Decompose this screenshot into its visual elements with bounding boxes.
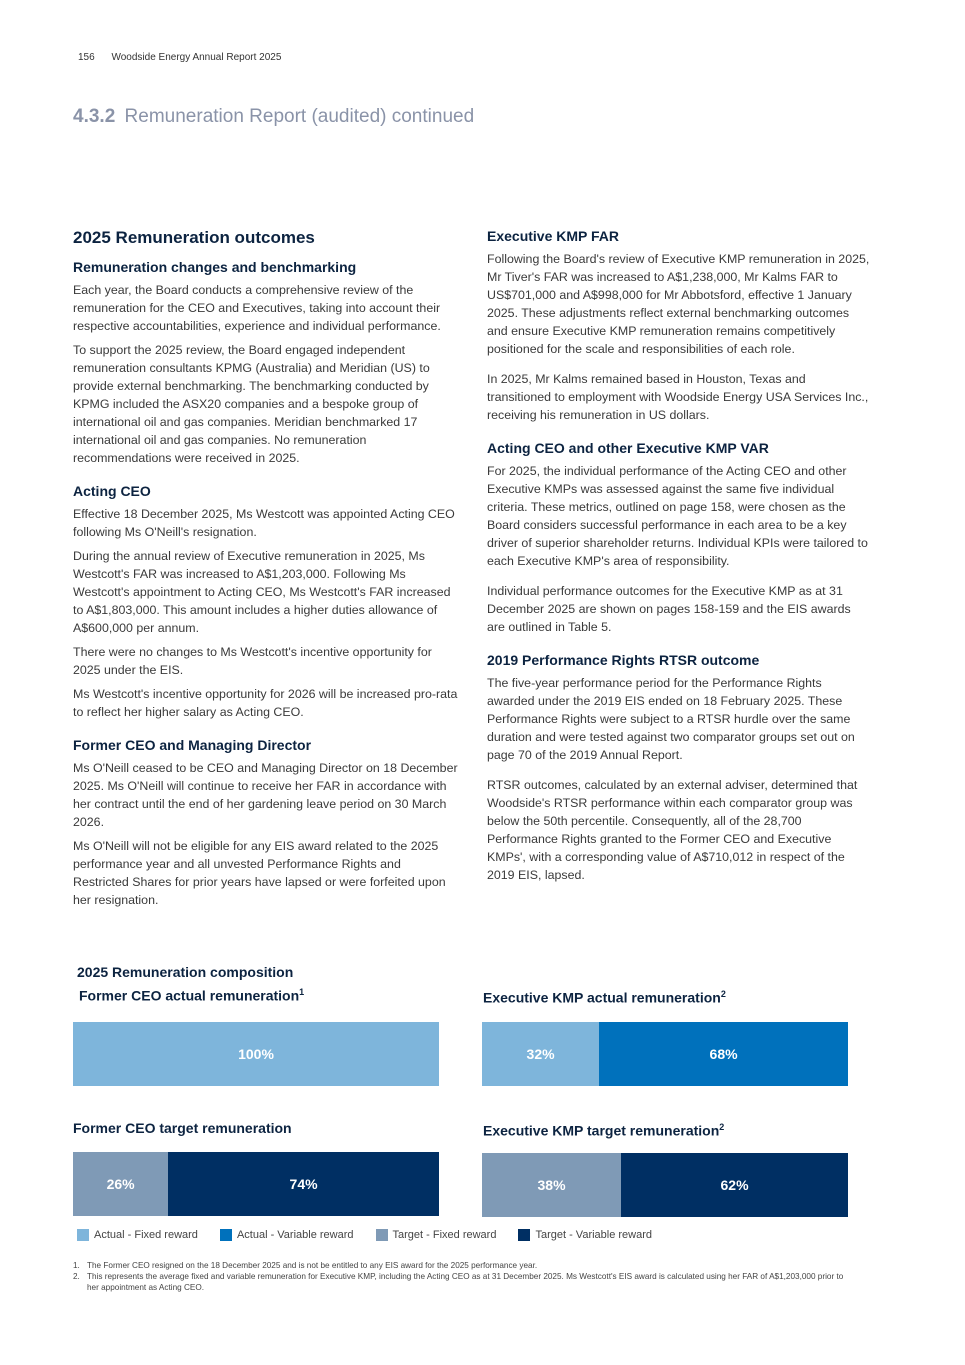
bar-segment-label: 62% xyxy=(720,1177,749,1193)
legend-label: Actual - Variable reward xyxy=(236,1229,354,1241)
footnote-text: The Former CEO resigned on the 18 December 2025 and is not be entitled to any EIS award for the 2025 performance year. xyxy=(87,1261,538,1270)
footnote-text: This represents the average fixed and variable remuneration for Executive KMP, including the Acting CEO as at 31 December 2025. Ms Westcott's EIS award is calculated using her FAR of A$1,203,000 prior to her appointment as Acting CEO. xyxy=(87,1272,844,1292)
rtsr-heading: 2019 Performance Rights RTSR outcome xyxy=(487,652,760,668)
acting-ceo-p3: There were no changes to Ms Westcott's incentive opportunity for 2025 under the EIS. xyxy=(73,645,432,677)
chart-title-text: Former CEO actual remuneration xyxy=(79,987,300,1004)
legend-swatch xyxy=(376,1229,388,1241)
bar-kmp-target xyxy=(482,1153,848,1217)
legend-swatch xyxy=(220,1229,232,1241)
former-ceo-p1: Ms O'Neill ceased to be CEO and Managing Director on 18 December 2025. Ms O'Neill will continue to receive her FAR in accordance with her contract until the end of her gardening leave period on 30 March 2026. xyxy=(73,761,458,829)
bar-segment-label: 100% xyxy=(238,1046,274,1062)
legend-swatch xyxy=(518,1229,530,1241)
legend-item xyxy=(77,1229,198,1241)
report-name: Woodside Energy Annual Report 2025 xyxy=(111,52,282,63)
acting-ceo-p2: During the annual review of Executive remuneration in 2025, Ms Westcott's FAR was increased to A$1,203,000. Following Ms Westcott's appointment to Acting CEO, Ms Westcott's FAR increased to A$1,803,000. This amount includes a higher duties allowance of A$600,000 per annum. xyxy=(73,549,451,635)
legend-item xyxy=(220,1229,354,1241)
kmp-far-p2: In 2025, Mr Kalms remained based in Houston, Texas and transitioned to employment with Woodside Energy USA Services Inc., receiving his remuneration in US dollars. xyxy=(487,372,869,422)
chart-title-former-ceo-target xyxy=(73,1120,292,1136)
former-ceo-heading: Former CEO and Managing Director xyxy=(73,737,312,753)
chart-title-kmp-target xyxy=(483,1122,724,1139)
page-header xyxy=(78,52,281,63)
chart-title-footnote: 2 xyxy=(720,989,726,999)
acting-ceo-p4: Ms Westcott's incentive opportunity for 2026 will be increased pro-rata to reflect her higher salary as Acting CEO. xyxy=(73,687,458,719)
rtsr-p1: The five-year performance period for the Performance Rights awarded under the 2019 EIS ended on 18 February 2025. These Performance Rights were subject to a RTSR hurdle over the same duration and were tested against two comparator groups set out on page 70 of the 2019 Annual Report. xyxy=(487,676,855,762)
left-column xyxy=(73,228,458,915)
bar-segment xyxy=(482,1022,599,1086)
footnote-2 xyxy=(73,1271,853,1293)
composition-title: 2025 Remuneration composition xyxy=(77,964,294,980)
legend-item xyxy=(518,1229,652,1241)
legend-item xyxy=(376,1229,497,1241)
chart-title-former-ceo-actual xyxy=(79,987,304,1004)
former-ceo-p2: Ms O'Neill will not be eligible for any EIS award related to the 2025 performance year and all unvested Performance Rights and Restricted Shares for prior years have lapsed or were forfeited upon her resignation. xyxy=(73,839,446,907)
rtsr-p2: RTSR outcomes, calculated by an external adviser, determined that Woodside's RTSR performance within each comparator group was below the 50th percentile. Consequently, all of the 28,700 Performance Rights granted to the Former CEO and Executive KMPs', with a corresponding value of A$710,012 in respect of the 2019 EIS, lapsed. xyxy=(487,778,858,882)
bar-former-ceo-actual xyxy=(73,1022,439,1086)
footnote-number: 2. xyxy=(73,1272,80,1281)
bar-segment-label: 32% xyxy=(526,1046,555,1062)
footnote-number: 1. xyxy=(73,1261,80,1270)
chart-legend xyxy=(77,1229,674,1241)
main-heading: 2025 Remuneration outcomes xyxy=(73,228,315,247)
section-title xyxy=(73,106,474,128)
bar-segment-label: 74% xyxy=(289,1176,318,1192)
kmp-var-p2: Individual performance outcomes for the Executive KMP as at 31 December 2025 are shown on pages 158-159 and the EIS awards are outlined in Table 5. xyxy=(487,584,851,634)
chart-title-text: Executive KMP target remuneration xyxy=(483,1122,720,1139)
acting-ceo-heading: Acting CEO xyxy=(73,483,151,499)
legend-swatch xyxy=(77,1229,89,1241)
footnote-1 xyxy=(73,1260,853,1271)
benchmarking-heading: Remuneration changes and benchmarking xyxy=(73,259,357,275)
bar-segment xyxy=(482,1153,621,1217)
legend-label: Target - Fixed reward xyxy=(392,1229,497,1241)
kmp-var-p1: For 2025, the individual performance of the Acting CEO and other Executive KMPs was assessed against the same five individual criteria. These metrics, outlined on page 158, were chosen as the Board considers successful performance in each area to be a key driver of superior shareholder returns. Individual KPIs were tailored to each Executive KMP's area of responsibility. xyxy=(487,464,868,568)
chart-title-kmp-actual xyxy=(483,989,726,1006)
acting-ceo-p1: Effective 18 December 2025, Ms Westcott was appointed Acting CEO following Ms O'Neill's resignation. xyxy=(73,507,455,539)
bar-segment-label: 68% xyxy=(709,1046,738,1062)
section-title-text: Remuneration Report (audited) continued xyxy=(124,106,475,127)
bar-segment xyxy=(73,1152,168,1216)
chart-title-text: Former CEO target remuneration xyxy=(73,1120,292,1136)
kmp-far-p1: Following the Board's review of Executive KMP remuneration in 2025, Mr Tiver's FAR was increased to A$1,238,000, Mr Kalms FAR to US$701,000 and A$998,000 for Mr Abbotsford, effective 1 January 2025. These adjustments reflect external benchmarking outcomes and ensure Executive KMP remuneration remains competitively positioned for the scale and responsibilities of each role. xyxy=(487,252,870,356)
page-number: 156 xyxy=(78,52,95,63)
section-number: 4.3.2 xyxy=(73,106,116,127)
chart-title-footnote: 2 xyxy=(719,1122,725,1132)
chart-title-text: Executive KMP actual remuneration xyxy=(483,989,721,1006)
bar-segment xyxy=(599,1022,848,1086)
bar-segment xyxy=(73,1022,439,1086)
footnotes xyxy=(73,1260,853,1293)
right-column xyxy=(487,228,872,890)
legend-label: Target - Variable reward xyxy=(535,1229,653,1241)
benchmarking-p2: To support the 2025 review, the Board engaged independent remuneration consultants KPMG (Australia) and Meridian (US) to provide external benchmarking. The benchmarking conducted by KPMG included the ASX20 companies and a bespoke group of international oil and gas companies. Meridian benchmarked 17 international oil and gas companies. No remuneration recommendations were received in 2025. xyxy=(73,343,430,465)
bar-segment-label: 26% xyxy=(106,1176,135,1192)
kmp-far-heading: Executive KMP FAR xyxy=(487,228,620,244)
chart-title-footnote: 1 xyxy=(299,987,305,997)
kmp-var-heading: Acting CEO and other Executive KMP VAR xyxy=(487,440,769,456)
bar-segment xyxy=(168,1152,439,1216)
bar-segment-label: 38% xyxy=(537,1177,566,1193)
bar-former-ceo-target xyxy=(73,1152,439,1216)
benchmarking-p1: Each year, the Board conducts a comprehensive review of the remuneration for the CEO and Executives, taking into account their respective accountabilities, experience and individual performance. xyxy=(73,283,441,333)
bar-kmp-actual xyxy=(482,1022,848,1086)
bar-segment xyxy=(621,1153,848,1217)
legend-label: Actual - Fixed reward xyxy=(94,1229,198,1241)
